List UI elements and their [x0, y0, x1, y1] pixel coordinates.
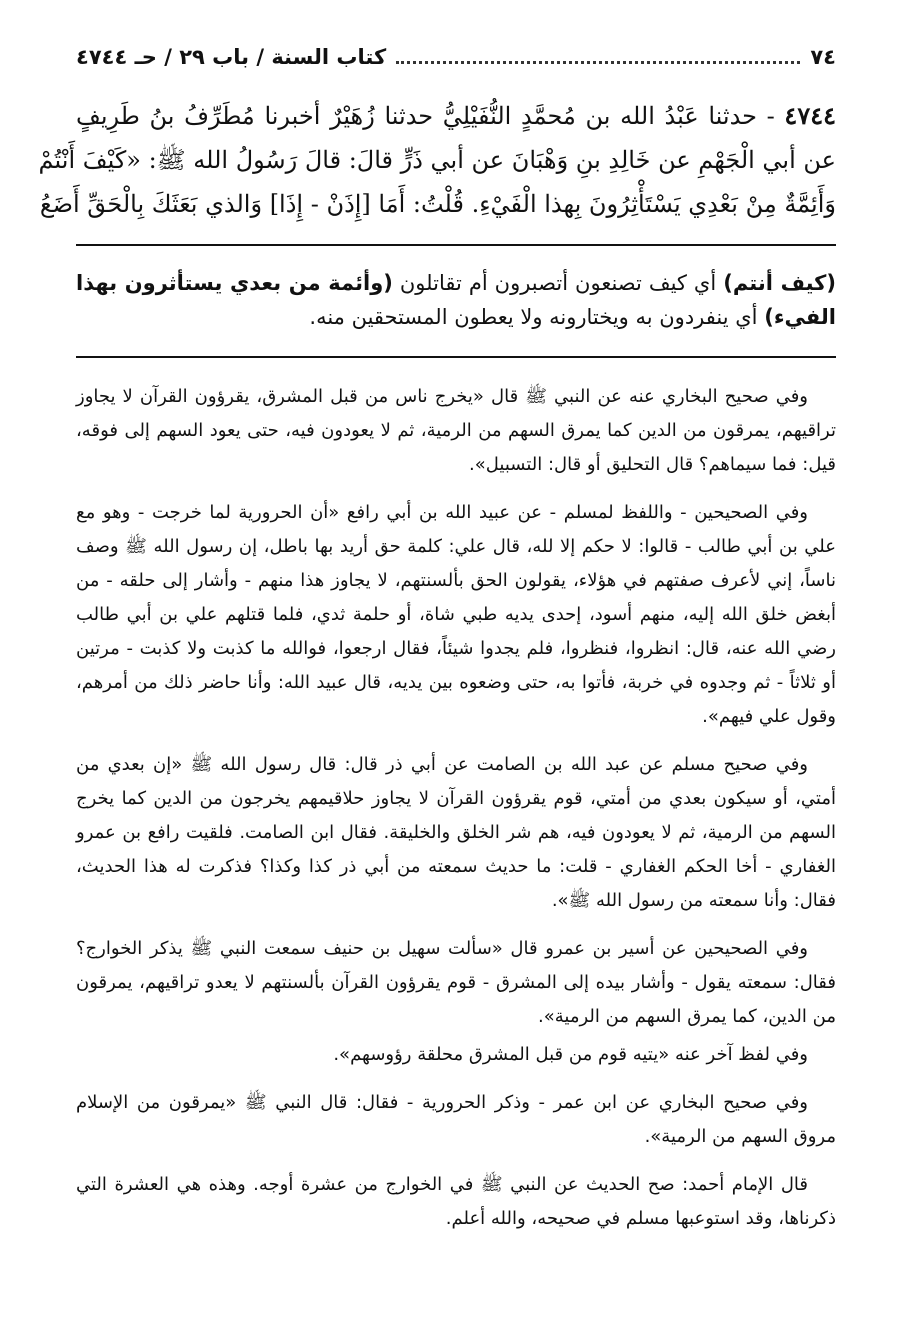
footnote-paragraph: وفي لفظ آخر عنه «يتيه قوم من قبل المشرق محلقة رؤوسهم». — [333, 1044, 808, 1065]
running-title: كتاب السنة / باب ٢٩ / حـ ٤٧٤٤ — [76, 45, 387, 69]
commentary-term-2: (وأئمة من بعدي يستأثرون بهذا الفيء) — [76, 271, 836, 329]
footnote-paragraph: قال الإمام أحمد: صح الحديث عن النبي ﷺ في الخوارج من عشرة أوجه. وهذه هي العشرة التي ذكرناها، وقد استوعبها مسلم في صحيحه، والله أعلم. — [76, 1174, 836, 1229]
hadith-text — [38, 94, 836, 226]
hadith-line-1-text: - حدثنا عَبْدُ الله بن مُحمَّدٍ النُّفَيْلِيُّ حدثنا زُهَيْرٌ أخبرنا مُطَرِّفُ بنُ طَرِيفٍ — [76, 102, 775, 130]
footnote-paragraph: وفي صحيح مسلم عن عبد الله بن الصامت عن أبي ذر قال: قال رسول الله ﷺ «إن بعدي من أمتي، أو سيكون بعدي من أمتي، قوم يقرؤون القرآن لا يجاوز حلاقيمهم يخرجون من الدين كما يخرج السهم من الرمية، ثم لا يعودون فيه، هم شر الخلق والخليقة. فقال ابن الصامت. فلقيت رافع بن عمرو الغفاري - أخا الحكم الغفاري - قلت: ما حديث سمعته من أبي ذر كذا وكذا؟ فذكرت له هذا الحديث، فقال: وأنا سمعته من رسول الله ﷺ». — [76, 754, 836, 911]
commentary-text-2: أي ينفردون به ويختارونه ولا يعطون المستحقين منه. — [309, 305, 758, 329]
commentary — [76, 266, 836, 334]
hadith-number: ٤٧٤٤ — [784, 101, 836, 130]
footnote-paragraph: وفي صحيح البخاري عن ابن عمر - وذكر الحرورية - فقال: قال النبي ﷺ «يمرقون من الإسلام مروق السهم من الرمية». — [76, 1092, 836, 1147]
hadith-line-2: عن أبي الْجَهْمِ عن خَالِدِ بنِ وَهْبَانَ عن أبي ذَرٍّ قالَ: قالَ رَسُولُ الله ﷺ: «كَيْفَ أَنْتُمْ — [38, 146, 836, 174]
divider-rule — [76, 244, 836, 246]
footnote-paragraph: وفي الصحيحين عن أسير بن عمرو قال «سألت سهيل بن حنيف سمعت النبي ﷺ يذكر الخوارج؟ فقال: سمعته يقول - وأشار بيده إلى المشرق - قوم يقرؤون القرآن بألسنتهم لا يعدو تراقيهم، يمرقون من الدين، كما يمرق السهم من الرمية». — [76, 938, 836, 1027]
page-number: ٧٤ — [810, 45, 836, 69]
commentary-term-1: (كيف أنتم) — [723, 271, 836, 295]
running-header — [76, 40, 836, 74]
divider-rule — [76, 356, 836, 358]
footnotes — [76, 380, 836, 1236]
footnote-paragraph: وفي صحيح البخاري عنه عن النبي ﷺ قال «يخرج ناس من قبل المشرق، يقرؤون القرآن لا يجاوز تراقيهم، يمرقون من الدين كما يمرق السهم من الرمية، ثم لا يعودون فيه، حتى يعود السهم إلى فوقه، قيل: فما سيماهم؟ قال التحليق أو قال: التسبيل». — [76, 386, 836, 475]
hadith-line-1 — [76, 94, 836, 138]
hadith-line-3: وَأَئِمَّةٌ مِنْ بَعْدِي يَسْتَأْثِرُونَ بِهذا الْفَيْءِ. قُلْتُ: أَمَا [إِذَنْ - إِذَا] وَالذي بَعَثَكَ بِالْحَقِّ أَضَعُ — [39, 190, 836, 218]
leader-dots — [396, 61, 800, 64]
footnote-paragraph: وفي الصحيحين - واللفظ لمسلم - عن عبيد الله بن أبي رافع «أن الحرورية لما خرجت - وهو مع علي بن أبي طالب - قالوا: لا حكم إلا لله، قال علي: كلمة حق أريد بها باطل، إن رسول الله ﷺ وصف ناساً، إني لأعرف صفتهم في هؤلاء، يقولون الحق بألسنتهم، لا يجاوز هذا منهم - وأشار إلى حلقه - من أبغض خلق الله إليه، منهم أسود، إحدى يديه طبي شاة، أو حلمة ثدي، فلما قتلهم علي بن أبي طالب رضي الله عنه، قال: انظروا، فنظروا، فلم يجدوا شيئاً، فقال ارجعوا، فوالله ما كذبت ولا كذبت - مرتين أو ثلاثاً - ثم وجدوه في خربة، فأتوا به، حتى وضعوه بين يديه، قال عبيد الله: وأنا حاضر ذلك من أمرهم، وقول علي فيهم». — [76, 502, 836, 727]
commentary-text-1: أي كيف تصنعون أتصبرون أم تقاتلون — [399, 271, 717, 295]
